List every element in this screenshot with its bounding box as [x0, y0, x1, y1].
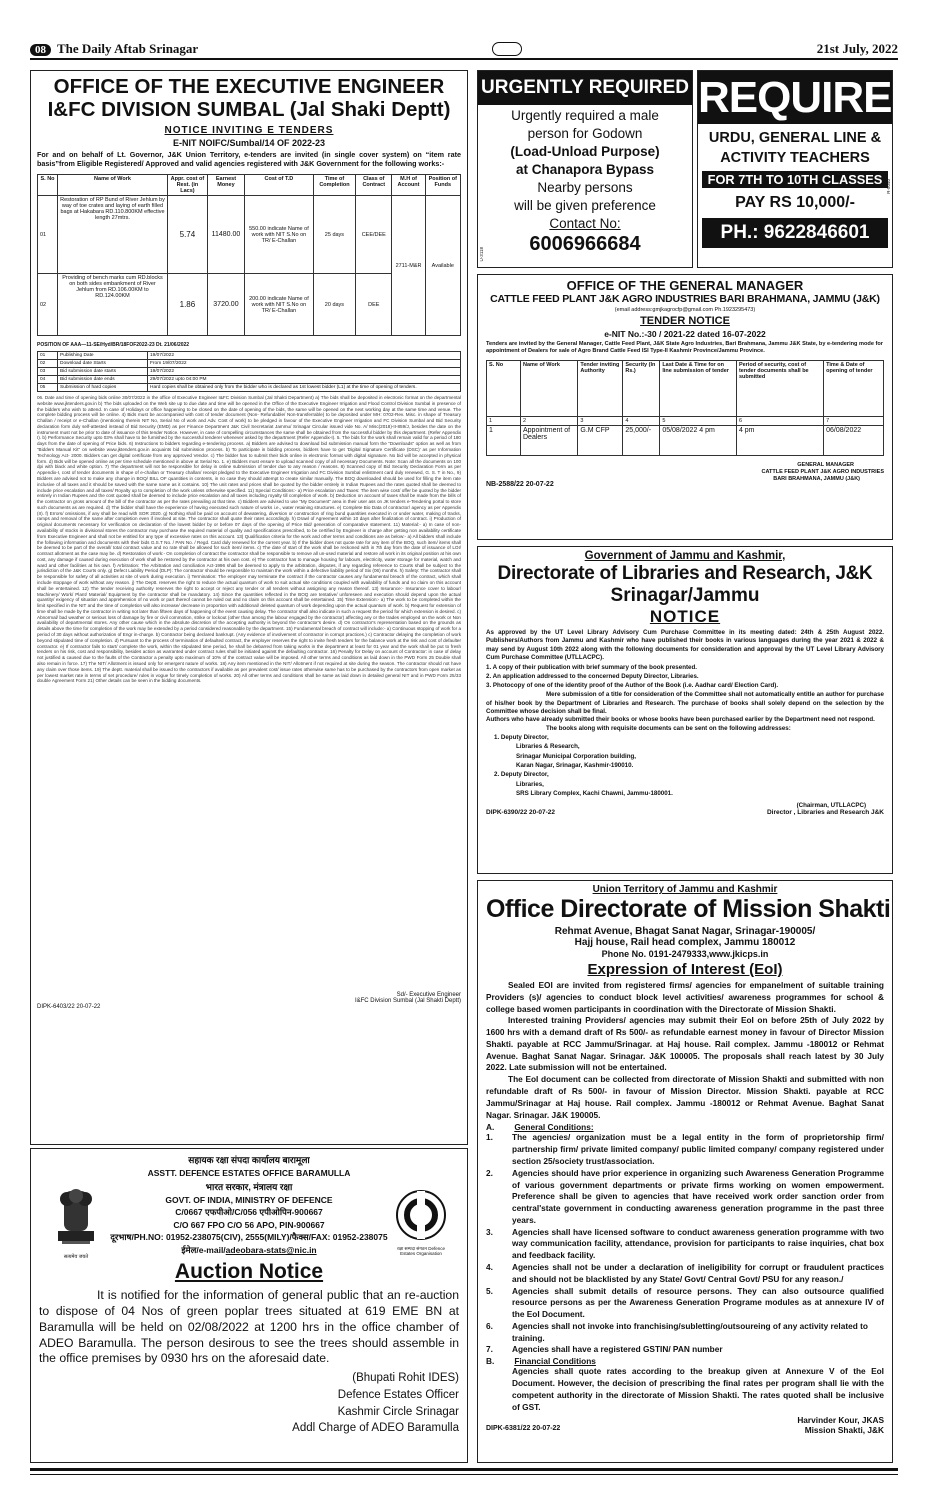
dgde-logo-icon	[389, 1189, 453, 1265]
sign-line: GENERAL MANAGER	[797, 461, 854, 468]
ifc-title-2: I&FC DIVISION SUMBAL (Jal Shaki Deptt)	[47, 98, 451, 121]
cattle-ref: e-NIT No.:-30 / 2021-22 dated 16-07-2022	[604, 329, 766, 339]
cell: 4	[623, 416, 660, 425]
shakti-para-3: The EoI document can be collected from directorate of Mission Shakti and submitted with non refundable draft of Rs 500/- in favour of Mission Director. Mission Shakti. payable at RCC Jammu/Srinagar at Haj house. Rail complex. Jammu -180012 or Rehmat Avenue. Baghat Sanat Nagar. Srinagar. J&K 190005.	[486, 1074, 884, 1120]
cell-class: DEE	[356, 274, 392, 336]
shakti-para-1: Sealed EOI are invited from registered firms/ agencies for empanelment of suitable training Providers (s)/ agencies to conduct block level activities/ awareness programmes for school & college based women participants in coordination with the Directorate of Mission Shakti.	[486, 980, 884, 1014]
shakti-gc-heading	[486, 1122, 884, 1132]
item-num: 6.	[486, 1320, 493, 1331]
item-text: Agencies shall not be under a declaration of ineligibility for corrupt or fraudulent practices and should not be blacklisted by any State/ Govt/ Central Govt/ PSU for any reason./	[512, 1261, 884, 1284]
defence-addr-2: C/O 667 FPO C/O 56 APO, PIN-900667	[173, 1220, 325, 1230]
cell-td: 200.00 indicate Name of work with NIT S.No on TR/ E-Challan	[245, 274, 314, 336]
addr-line: Karan Nagar, Srinagar, Kashmir-190010.	[516, 762, 634, 770]
table-row	[38, 352, 461, 360]
cell-cost: 1.86	[168, 274, 208, 336]
urgent-line-2: person for Godown	[527, 126, 643, 141]
cell-td: 550.00 indicate Name of work with NIT S.No on TR/ E-Challan	[245, 196, 314, 274]
cell: 04	[38, 376, 58, 384]
cell: 19/07/2022	[148, 352, 461, 360]
th-period: Period of security, cost of tender documents shall be submitted	[736, 360, 823, 416]
list-item	[486, 1168, 884, 1227]
urgent-purpose: (Load-Unload Purpose)	[510, 144, 660, 159]
cell: 2	[521, 416, 578, 425]
ifc-intro: For and on behalf of Lt. Governor, J&K Union Territory, e-tenders are invited (in single cover system) on “item rate basis”from Eligible Registered/ Approved and valid agencies registered with J&K Government for the following works:-	[37, 150, 461, 168]
cell-sno: 01	[38, 196, 58, 274]
auction-title: Auction Notice	[174, 1260, 324, 1283]
shakti-eoi: Expression of Interest (EoI)	[587, 961, 783, 978]
emblem-icon	[47, 1187, 105, 1263]
lib-notice: NOTICE	[649, 607, 721, 626]
defence-email-label: ईमेल/e-mail/	[181, 1245, 226, 1255]
ifc-schedule-table	[37, 351, 461, 392]
ifc-sign-1: Sd/- Executive Engineer	[396, 992, 461, 998]
ifc-works-table	[37, 174, 461, 336]
required-line-1: URDU, GENERAL LINE &	[708, 130, 882, 146]
fc-title: Financial Conditions	[514, 1356, 596, 1367]
lib-title-2: Srinagar/Jammu	[610, 585, 760, 606]
cell-cost: 5.74	[168, 196, 208, 274]
required-phone: PH.: 9622846601	[702, 218, 888, 248]
item-text: The agencies/ organization must be a legal entity in the form of proprietorship firm/ partnership firm/ private limited company/ public limited company/ company registered under section 25/society trust/association.	[512, 1132, 884, 1166]
table-row	[38, 360, 461, 368]
issue-date: 21st July, 2022	[816, 41, 898, 56]
item-text: Agencies shall not invoke into franchising/subletting/outsoureing of any activity related to training.	[512, 1320, 868, 1343]
cell: 25,000/-	[623, 425, 660, 455]
lib-para-1: As approved by the UT Level Library Advisory Cum Purchase Committee in its meeting dated: 24th & 25th August 2022. Publishers/Authors from Jammu and Kashmir who have published their books in various languages during the year 2021 & 2022 & may send by August 10th 2022 along with the following documents for consideration and approval by the UT Level Library Advisory Cum Purchase Committee (UTLLACPC).	[486, 629, 884, 662]
cell: 3	[578, 416, 623, 425]
cell: 02	[38, 360, 58, 368]
cattle-table	[486, 360, 884, 456]
shakti-code: DIPK-6381/22 20-07-22	[486, 1425, 561, 1433]
shakti-phone: Phone No. 0191-2479333,www.jkicps.in	[601, 949, 769, 959]
item-num: 2.	[486, 1167, 493, 1178]
cell-sno: 02	[38, 274, 58, 336]
defence-hindi-1: सहायक रक्षा संपदा कार्यालय बारामूला	[188, 1155, 310, 1165]
cell: Bid submission date starts	[58, 368, 148, 376]
gc-label: A.	[486, 1122, 495, 1133]
table-row	[38, 384, 461, 392]
lib-para-2: Mere submission of a title for consideration of the Committee shall not automatically entitle an author for purchase of his/her book by the Department of Libraries and Research. The purchase of books shall solely depend on the selection by the Committee whose decision shall be final.	[486, 691, 884, 716]
th-authority: Tender inviting Authority	[578, 360, 623, 416]
required-title: REQUIRED	[698, 73, 923, 122]
item-num: 7.	[486, 1344, 493, 1355]
cattle-email: (email address:gmjkagrocfp@gmail.com Ph.1923295473)	[614, 307, 756, 313]
defence-addr-1: C/0667 एफपीओ/C/056 एपीओपिन-900667	[175, 1207, 323, 1217]
th-sno: S. No	[487, 360, 521, 416]
item-num: 1.	[486, 1132, 493, 1143]
cell: 4 pm	[736, 425, 823, 455]
defence-phone: दूरभाष/PH.NO: 01952-238075(CIV), 2555(MILY)/फैक्स/FAX: 01952-238075	[110, 1232, 388, 1242]
page-number: 08	[30, 44, 51, 56]
cattle-sign	[486, 462, 884, 483]
shakti-title: Office Directorate of Mission Shakti	[486, 895, 891, 923]
th-time: Time of Completion	[313, 175, 355, 196]
fc-label: B.	[486, 1356, 495, 1367]
urgent-location: at Chanapora Bypass	[515, 162, 655, 177]
defence-email[interactable]: adeobara-stats@nic.in	[225, 1245, 317, 1255]
cattle-title-2: CATTLE FEED PLANT J&K AGRO INDUSTRIES BARI BRAHMANA, JAMMU (J&K)	[490, 293, 880, 305]
cell-time: 25 days	[313, 196, 355, 274]
th-work: Name of Work	[521, 360, 578, 416]
shakti-footer	[486, 1425, 884, 1435]
shakti-fc-heading	[486, 1356, 884, 1366]
cell: 05/08/2022 4 pm	[660, 425, 737, 455]
th-last-date: Last Date & Time for on line submission of tender	[660, 360, 737, 416]
cell: 19/07/2022	[148, 368, 461, 376]
cell: Publishing Date	[58, 352, 148, 360]
cell: G.M CFP	[578, 425, 623, 455]
cell-work: Providing of bench marks cum RD.blocks on both sides embankment of River Jehlum from RD.106.00KM to RD.124.00KM	[58, 274, 168, 336]
header-left	[30, 41, 198, 57]
ad-ifc-tender	[30, 70, 468, 1145]
list-item	[486, 1286, 884, 1321]
required-pay: PAY RS 10,000/-	[735, 194, 855, 211]
urgent-contact-label: Contact No:	[549, 216, 621, 231]
dgde-caption: रक्षा सम्पदा संगठन Defence Estates Organisation	[396, 1246, 446, 1257]
newspaper-logo-icon	[492, 42, 522, 56]
cell: 03	[38, 368, 58, 376]
urgent-pref-2: will be given preference	[514, 198, 656, 213]
list-item	[486, 1344, 884, 1356]
defence-org-1: ASSTT. DEFENCE ESTATES OFFICE BARAMULLA	[147, 1168, 351, 1178]
sign-line: BARI BRAHMANA, JAMMU (J&K)	[773, 475, 860, 482]
lib-para-4: The books along with requisite documents can be sent on the following addresses:	[546, 724, 791, 732]
required-classes: FOR 7TH TO 10TH CLASSES	[702, 171, 888, 188]
page-bottom-rule	[30, 1468, 898, 1471]
addr-line: Libraries & Research,	[516, 743, 580, 751]
cell: Submission of hard copies	[58, 384, 148, 392]
required-code: R-5040	[886, 179, 891, 194]
urgent-phone: 6006966684	[529, 233, 641, 255]
cell: From 19/07/2022	[148, 360, 461, 368]
auction-sign	[39, 1370, 459, 1437]
urgent-line-1: Urgently required a male	[511, 108, 659, 123]
cell: 29/07/2022 upto 04:00 PM	[148, 376, 461, 384]
cell-em: 11480.00	[207, 196, 244, 274]
cell-em: 3720.00	[207, 274, 244, 336]
defence-org-2: GOVT. OF INDIA, MINISTRY OF DEFENCE	[165, 1195, 333, 1205]
gc-title: General Conditions:	[514, 1122, 594, 1133]
item-text: Agencies should have prior experience in organizing such Awareness Generation Programme of various government departments or private firms working on women empowerment. Preference shall be given to agencies that have received work order sanction order from central'state government in conducting awareness generation programme in the past three years.	[512, 1167, 884, 1225]
item-text: Agencies shall submit details of resource persons. They can also outsource qualified resource persons as per the Awareness Generation Programe modules as at annexure IV of the EoI Document.	[512, 1285, 884, 1320]
th-em: Earnest Money	[207, 175, 244, 196]
lib-items	[486, 664, 884, 691]
lib-code: DIPK-6390/22 20-07-22	[486, 809, 556, 817]
lib-title-1: Directorate of Libraries and Research, J&K	[497, 563, 873, 584]
emblem-motto: सत्यमेव जयते	[63, 1254, 89, 1260]
shakti-sign-2: Mission Shakti, J&K	[804, 1425, 884, 1436]
ifc-ref: E-NIT NOIFC/Sumbal/14 OF 2022-23	[172, 138, 326, 148]
list-item: 1. A copy of their publication with brief summary of the book presented.	[486, 664, 697, 672]
shakti-sign-1: Harvinder Kour, JKAS	[797, 1415, 884, 1426]
addr-line: 2. Deputy Director,	[494, 771, 549, 779]
ifc-position-note: POSITION OF AAA—11-SE/Hyd/BR/18FOF2022-23 Dt. 21/06/2022	[37, 342, 190, 348]
lib-sign-1: (Chairman, UTLLACPC)	[796, 802, 866, 810]
list-item: 2. An application addressed to the concerned Deputy Director, Libraries.	[486, 673, 699, 681]
newspaper-name: The Daily Aftab Srinagar	[57, 41, 199, 56]
ad-mission-shakti	[477, 880, 893, 1463]
table-row	[487, 416, 884, 425]
ad-required-teachers	[697, 70, 923, 268]
defence-hindi-2: भारत सरकार, मंत्रालय रक्षा	[205, 1182, 293, 1192]
cell: 1	[487, 416, 521, 425]
table-row	[38, 196, 461, 274]
ifc-notice-title: NOTICE INVITING E TENDERS	[164, 125, 334, 136]
th-cost: Appr. cost of Rest. (in Lacs)	[168, 175, 208, 196]
cell: 06/08/2022	[824, 425, 884, 455]
table-row	[38, 376, 461, 384]
shakti-addr-2: Hajj house, Rail head complex, Jammu 180012	[574, 937, 796, 948]
lib-gov: Government of Jammu and Kashmir,	[584, 550, 786, 562]
cattle-intro: Tenders are invited by the General Manager, Cattle Feed Plant, J&K State Agro Industries, Bari Brahmana, Jammu J&K State, by e-tendering mode for appointment of Dealers for sale of Agro Brand Cattle Feed ISI Type-II Kashmir Province/Jammu Province.	[486, 341, 883, 355]
shakti-fc-text: Agencies shall quote rates according to the breakup given at Annexure V of the EoI Document. However, the decision of prescribing the final rates per program shall lie with the competent authority in the directorate of Mission Shakti. The rates quoted shall be inclusive of GST.	[512, 1366, 884, 1412]
urgent-code: U-3118	[479, 246, 484, 261]
th-security: Security (In Rs.)	[623, 360, 660, 416]
cell: Bid submission date ends	[58, 376, 148, 384]
cell: 05	[38, 384, 58, 392]
cattle-title-1: OFFICE OF THE GENERAL MANAGER	[566, 278, 804, 293]
ifc-sign	[37, 992, 461, 1004]
cell: Appointment of Dealers	[521, 425, 578, 455]
cell: 7	[824, 416, 884, 425]
ifc-sign-2: I&FC Division Sumbal (Jal Shakti Deptt)	[354, 998, 461, 1004]
lib-addr-2	[494, 770, 884, 798]
item-num: 3.	[486, 1226, 493, 1237]
sign-line: Defence Estates Officer	[337, 1388, 459, 1401]
th-class: Class of Contract	[356, 175, 392, 196]
cell-mh: 2711-M&R	[392, 196, 425, 336]
list-item	[486, 1227, 884, 1262]
lib-para-3: Authors who have already submitted their books or whose books have been purchased earlier by the Department need not respond.	[486, 716, 875, 724]
cell: 1	[487, 425, 521, 455]
sign-line: CATTLE FEED PLANT J&K AGRO INDUSTRIES	[761, 468, 884, 475]
shakti-para-2: Interested training Providers/ agencies may submit their EoI on before 25th of July 2022 by 1600 hrs with a demand draft of Rs 500/- as refundable earnest money in favour of Director Mission Shakti. payable at RCC Jammu/Srinagar. at Haj house. Rail complex. Jammu -180012 or Rehmat Avenue. Baghat Sanat Nagar. Srinagar. J&K 100005. The proposals shall reach latest by 30 July 2022. Late submission will not be entertained.	[486, 1015, 884, 1073]
addr-line: 1. Deputy Director,	[494, 734, 549, 742]
cell: 5	[660, 416, 737, 425]
cell-funds: Available	[425, 196, 460, 336]
cattle-code: NB-2588/22 20-07-22	[486, 480, 554, 488]
item-num: 5.	[486, 1285, 493, 1296]
ad-urgently-required	[477, 70, 693, 268]
ad-cattle-feed-tender	[477, 274, 893, 540]
page-bottom-rule-2	[30, 1474, 898, 1475]
item-text: Agencies shall have a registered GSTIN/ PAN number	[512, 1344, 723, 1355]
sign-line: Kashmir Circle Srinagar	[337, 1405, 459, 1418]
th-opening: Time & Date of opening of tender	[824, 360, 884, 416]
ifc-conditions: 06. Date and time of opening bids online 30/07/2022 in the office of Executive Engineer I&FC Division Sumbal (Jal Shakti Department) a) The bids shall be deposited in electronic format on the departmental website www.jktenders.gov.in b) The bids uploaded on the Web site up to due date and time will be opened in the Office of the Executive Engineer Irrigation and Flood Control Division Sumbal in presence of the bidders who wish to attend. In case of Holidays or office happening to be closed on the date of opening of the bids, the same will be opened on the next working day at the same time and venue. The complete bidding process will be online. 4) Bids must be accompanied with cost of tender document (Non- Refundable/ Non-transferrable) to be deposited under MH: 0702-Rev. Misc. in shape of Treasury Challan / receipt or e-Challan (mentioning therein NIT No, Serial No of work and Adv. Cost of work) to be pledged in favour of the Executive Engineer Irrigation and FC Division Sumbal and Bid Security declaration form duly self-attested instead of Bid Security (EMD) as per Finance Department J&K Civil Secretariat Jammu/ Srinagar Circular issued vide No. A/ Misc(2018)-II-859/J, besides the date on the instrument must not be prior to date of issuance of this tender Notice. However, in case of compelling circumstances the same shall be obtained from the successful bidder by this department. (Refer Appendix I). b) Performance Security upto 03% shall have to be furnished by the successful tenderer whenever asked by the department (Refer Appendix-I). 5. The bids for the work shall remain valid for a period of 180 days from the date of opening of Price bids. 6) Instructions to bidders regarding e-tendering process. a) Bidders are advised to download bid submission manual form the “Downloads” option as well as from “Bidders Manual Kit” on website www.jktenders.gov.in acquaints bid submission process. b) To participate in bidding process, bidders have to get ‘Digital Signature Certificate (DSC)’ as per Information Technology Act- 2000. Bidders can get digital certificate from any approved Vendor. c) The bidder has to submit their bids online in electronic format with digital signature. No bid will be accepted in physical form. d) Bids will be opened online as per time schedule mentioned in above at Serial No. 1. e) Bidders must ensure to upload scanned copy of all necessary Documents. Note: Scan all the documents on 100 dpi with black and white option. 7) The department will not be responsible for delay in online submission of tender due to any reason / reasons. 8) Scanned copy of Bid Security Declaration Form as per Appendix-I, cost of tender documents in shape of e-challan or Treasury challan/ receipt pledged to the Executive Engineer Irrigation and FC Division Sumbal enlistment card duly renewed, G. S. T in No., 9) Bidders are advised not to make any change in BOQ/ BILL OF quantities in contents, in no case they should attempt to create similar manually. The BOQ downloaded should be used for filling the item rate inclusive of all taxes and it should be saved with the same name as it contains. 10) The unit rates and prices shall be quoted by the bidder entirely in Indian Rupees and the rates quoted shall be deemed to include price escalation and all taxes/ Royalty up to completion of the work unless otherwise specified. 11) Special Conditions:- a) Price escalation and Taxes: The item wise cost/ offer be quoted by the bidder entirely in Indian Rupees and the cost quoted shall be deemed to include price escalation and all taxes including royalty till completion of work. b) Deduction on account of taxes shall be made from the bills of the contractor on gross amount of the bill of the contractor as per the rates prevailing at that time. c) Bidders are advised to use “My Document” area in their user ass on JK tenders e-Tendering portal to store such documents as are required. d) The bidder shall have the experience of having executed such nature of works i.e., water retaining structures. e) Complete Bio Data of contractor/ agency as per Appendix (II). f) Errors/ omissions, if any shall be read with SOR 2020. g) Nothing shall be paid on account of dewatering, diversion or construction of ring bund quantities executed in or under water, making of tracks, ramps and removal of the same after completion even if involved at site. The contractor shall quote their rates accordingly. h) Drawl of Agreement within 10 days after finalization of contract. i) Production of original documents necessary for verification on declaration of the lowest bidder by or before 07 days of the opening of Price Bid/ generation of comparative statement. 11) Material:- a) In case of non-availability of stocks in divisional stores the contractor may purchase the required material of quality and specifications prescribed, to be certified by Engineer in charge after getting non availability certificate from Executive Engineer and shall not be entitled for any type of excessive rates on this account. 13) Qualification criteria for the work and other terms and conditions are as below:- a) All bidders shall include the following information and documents with their bids G.S.T No. / PAN No. / Regd. Card duly renewed for the current year. b) If the bidder does not quote rate for any item of the BOQ, such item/ items shall be deemed to be part of the overall/ total contract value and no rate shall be allowed for such item/ items. c) The date of start of the work shall be reckoned with in 7th day from the date of issuance of LOI/ contract allotment as the case may be. d) Restoration of work:- On completion of contract the contractor shall be responsible to remove all un-used material and restore all work in its original position at his own cost, any damage if caused during execution of work shall be restored by the contractor at his own cost. e) The contractor has to manage housing for labours, electricity, water storage for material, watch and ward and other facilities at his own. f) Arbitration: The Arbitration and conciliation Act-1996 shall be deemed to apply to the arbitration, disputes, if any regarding reference to Courts shall be subject to the jurisdiction of the J&K Courts only. g) Defect Liability Period (DLP): The contractor should be responsible to maintain the work within a defective liability period of Six (06) months. h) Safety: The contractor shall be responsible for safety of all activities at site of work during execution. i) Termination: The employer may terminate the contract if the contractor causes any fundamental breach of the contract, which shall include stoppage of work without any reason. j) The Deptt. reserves the right to reduce the actual quantum of work to suit actual site conditions coupled with availability of funds and no claim on this account shall be entertained. 12) The tender receiving authority reserves the right to accept or reject any tender or all tenders without assigning any reason thereof. 13) Insurance:- Insurance cover to labour/ Machinery/ Work/ Plant/ Material/ Equipment by the contractor shall be mandatory. 14) Since the quantities reflected in the BOQ are tentative/ unforeseen and execution should depend upon the actual quantity/ exigency of situation and apprehension of no work or part thereof cannot be ruled out and no claim on this account shall be entertained. 15) Time Extension:- a) The work to be completed within the limit specified in the NIT and the time of completion will also increase/ decrease in proportion with additional/ deleted quantum of work depending upon the actual quantum of work. b) Request for extension of time shall be made by the contractor in writing not later than fifteen days of happening of the event causing delay. The contractor shall also indicate in such a request the period for which extension is desired. c) Abnormal/ bad weather or serious loss of damage by fire or civil commotion, strike or lockout (other than among the labour engaged by the contractor) affecting any or the trades employed on the work or Non availability of departmental stores. Any other cause which in the absolute discretion of the accepting authority is beyond the contractor's desire. d) On contractor's representation based on the grounds as details above the time for completion of the work may be extended by a period considered reasonable by the department. 15) Fundamental breach of contract will include:- a) Continuous stopping of work for a period of 30 days without authorization of Engr in-charge. b) Contractor being declared bankrupt. (Any evidence of involvement of contractor in corrupt practices.) c) Contractor delaying the completion of work beyond stipulated time of completion. d) Pursuant to the process of termination of defaulted contract, the employer reserves the right to invite fresh tenders for the balance work at the risk and cost of defaulter contractor. e) If contractor fails to start/ complete the work, within the stipulated time period, he shall be debarred from taking works in the department at least for 01 year and the work shall be put to fresh tenders on his risk, cost and responsibility, besides action as warranted under contract rules shall be initiated against the defaulting contractor. 16) Penalty for Delay on account of Contractor: in case of delay not justified & caused due to the faults of the Contractor a penalty upto maximum of 10% of the contract value will be imposed. All other terms and conditions as laid down in the PWD Form 25 Double shall also remain in force. 17) The NIT/ Allotment is issued only for emergent nature of works. 18) Any item mentioned in the NIT/ Allotment if not required at site during the season. The contractor should not have any claim over those items. 19) The deptt. material shall be issued to the contractors if available as per prevalent cost/ issue rates otherwise same has to be purchased by the contractors from open market as per lowest market rate in terms of set procedure/ rules in vogue for timely completion of works. 20) All other terms and conditions shall be same as laid down in detailed general NIT and in PWD Form 25/33 double Agreement Form 21) Other details can be seen in the bidding documents.	[37, 395, 461, 684]
urgent-pref-1: Nearby persons	[537, 180, 633, 195]
table-row	[38, 368, 461, 376]
list-item: 3. Photocopy of one of the identity proof of the Author of the Book (i.e. Aadhar card/ Election Card).	[486, 682, 779, 690]
ifc-title-1: OFFICE OF THE EXECUTIVE ENGINEER	[53, 75, 445, 98]
list-item	[486, 1132, 884, 1167]
th-sno: S. No	[38, 175, 58, 196]
cattle-notice: TENDER NOTICE	[640, 315, 730, 327]
auction-body: It is notified for the information of general public that an re-auction to dispose of 04 Nos of green poplar trees situated at 619 EME BN at Baramulla will be held on 02/08/2022 at 1200 hrs in the office chamber of ADEO Baramulla. The person desirous to see the trees should assemble in the office premises by 0930 hrs on the aforesaid date.	[39, 1288, 459, 1366]
list-item	[486, 1321, 884, 1345]
urgent-title: URGENTLY REQUIRED	[478, 71, 692, 105]
th-mh: M.H of Account	[392, 175, 425, 196]
shakti-ut: Union Territory of Jammu and Kashmir	[592, 884, 778, 895]
ifc-code: DIPK-6403/22 20-07-22	[37, 1004, 101, 1010]
cell: 01	[38, 352, 58, 360]
table-row	[487, 425, 884, 455]
cell: Hard copies shall be obtained only from the bidder who is declared as 1st lowest bidder (L1) at the time of opening of tenders.	[148, 384, 461, 392]
ad-defence-auction	[30, 1148, 468, 1463]
urgent-body	[478, 105, 692, 255]
list-item	[486, 1262, 884, 1286]
cell-work: Restoration of RP Bund of River Jehlum by way of toe crates and laying of earth filled bags at Hakabara RD.110.800KM effective length 27mtrs.	[58, 196, 168, 274]
item-num: 4.	[486, 1261, 493, 1272]
cell-time: 20 days	[313, 274, 355, 336]
cell: 6	[736, 416, 823, 425]
shakti-addr-1: Rehmat Avenue, Bhagat Sanat Nagar, Srinagar-190005/	[554, 926, 816, 937]
required-line-2: ACTIVITY TEACHERS	[720, 150, 870, 166]
sign-line: Addl Charge of ADEO Baramulla	[292, 1422, 459, 1435]
shakti-conditions	[486, 1132, 884, 1356]
cell: Download date Starts	[58, 360, 148, 368]
lib-footer	[486, 809, 884, 816]
page-header	[30, 40, 898, 60]
sign-line: (Bhupati Rohit IDES)	[352, 1372, 459, 1385]
item-text: Agencies shall have licensed software to conduct awareness generation programme with two way communication facility, attendance, provision for participants to raise inquiries, chat box and feedback facility.	[512, 1226, 884, 1261]
th-td: Cost of T.D	[245, 175, 314, 196]
th-work: Name of Work	[58, 175, 168, 196]
lib-sign-2: Director , Libraries and Research J&K	[766, 809, 884, 817]
th-funds: Position of Funds	[425, 175, 460, 196]
addr-line: Srinagar Municipal Corporation building,	[516, 752, 636, 760]
cell-class: CEE/DEE	[356, 196, 392, 274]
addr-line: SRS Library Complex, Kachi Chawni, Jammu-180001.	[516, 789, 673, 797]
lib-addr-1	[494, 733, 884, 770]
addr-line: Libraries,	[516, 780, 544, 788]
ad-libraries-notice	[477, 546, 893, 874]
